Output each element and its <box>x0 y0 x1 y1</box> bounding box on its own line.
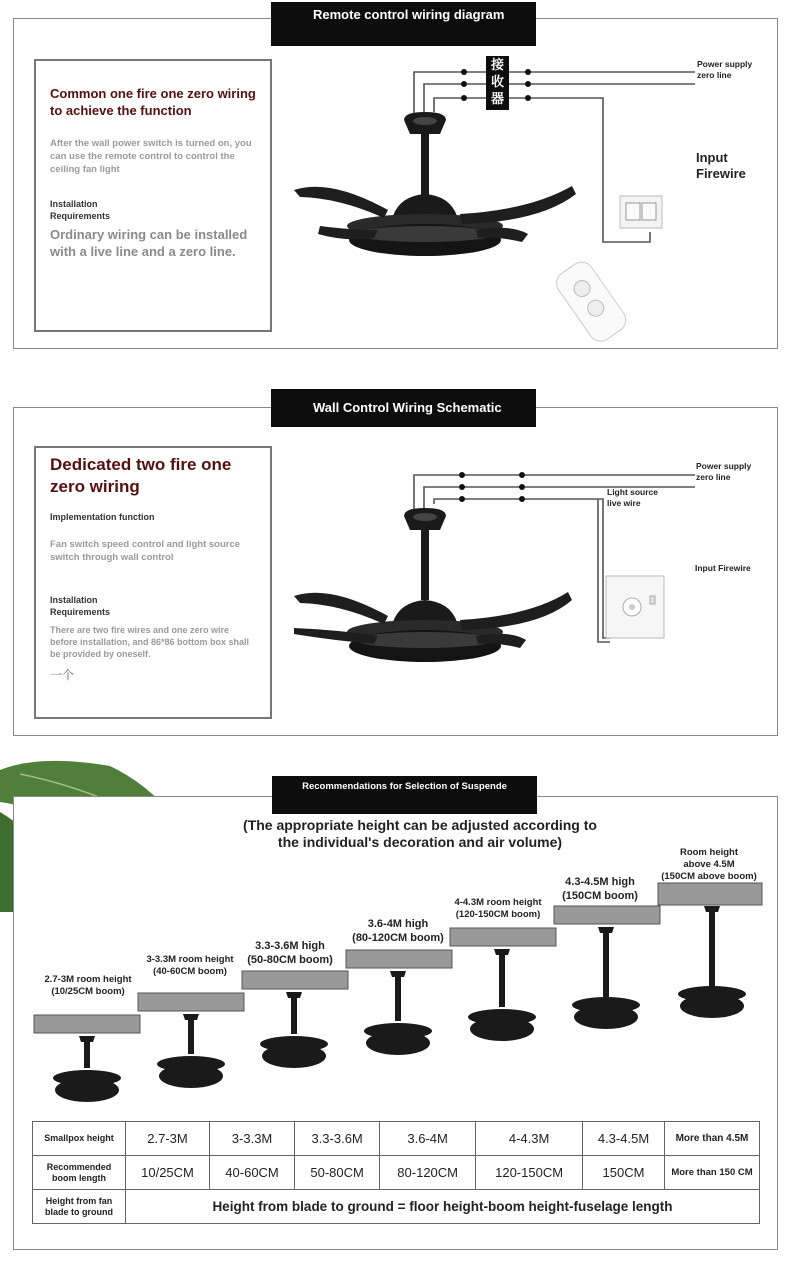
table-row <box>33 1122 760 1156</box>
height-formula: Height from blade to ground = floor height-boom height-fuselage length <box>126 1190 760 1224</box>
wall-impl-label: Implementation function <box>50 512 155 522</box>
wall-control-title: Wall Control Wiring Schematic <box>313 400 502 415</box>
remote-install-text: Ordinary wiring can be installed with a live line and a zero line. <box>50 227 248 259</box>
row-header-boom-length: Recommended boom length <box>33 1156 126 1190</box>
step-2-height: 3-3.3M room height <box>146 954 234 965</box>
table-cell: 2.7-3M <box>126 1122 210 1156</box>
remote-power-supply-label: Power supply zero line <box>697 59 753 80</box>
table-cell: 120-150CM <box>476 1156 583 1190</box>
table-cell: 80-120CM <box>380 1156 476 1190</box>
step-label-5 <box>444 897 552 921</box>
step-label-7 <box>652 847 766 883</box>
step-4-boom: (80-120CM boom) <box>352 932 444 944</box>
step-6-height: 4.3-4.5M high <box>565 876 635 888</box>
step-5-boom: (120-150CM boom) <box>455 909 541 920</box>
table-cell: More than 4.5M <box>665 1122 760 1156</box>
height-selection-title: Recommendations for Selection of Suspende <box>302 781 507 792</box>
remote-card-heading: Common one fire one zero wiring to achieve the function <box>50 86 256 118</box>
wall-impl-text: Fan switch speed control and light source switch through wall control <box>50 539 241 563</box>
step-label-1 <box>38 974 138 998</box>
table-row <box>33 1156 760 1190</box>
step-label-6 <box>550 875 650 903</box>
receiver-char-3: 器 <box>490 92 504 107</box>
wall-card-heading: Dedicated two fire one zero wiring <box>50 455 232 496</box>
table-cell: 50-80CM <box>295 1156 380 1190</box>
table-cell: More than 150 CM <box>665 1156 760 1190</box>
step-6-boom: (150CM boom) <box>562 890 638 902</box>
wall-input-firewire-label: Input Firewire <box>695 563 751 573</box>
step-7-height: Room height above 4.5M <box>679 847 739 870</box>
wall-footnote: 一个 <box>50 668 75 682</box>
wall-install-label: Installation Requirements <box>50 595 111 617</box>
table-cell: 4-4.3M <box>476 1122 583 1156</box>
table-cell: 3.6-4M <box>380 1122 476 1156</box>
subtitle-line-1: (The appropriate height can be adjusted according to <box>243 817 597 833</box>
remote-install-label: Installation Requirements <box>50 199 111 221</box>
remote-wiring-title: Remote control wiring diagram <box>313 7 505 22</box>
step-7-boom: (150CM above boom) <box>661 871 757 882</box>
step-3-height: 3.3-3.6M high <box>255 940 325 952</box>
table-cell: 3-3.3M <box>210 1122 295 1156</box>
step-5-height: 4-4.3M room height <box>454 897 542 908</box>
receiver-char-2: 收 <box>490 75 504 90</box>
wall-install-text: There are two fire wires and one zero wire before installation, and 86*86 bottom box shall be provided by oneself. <box>50 625 250 659</box>
table-cell: 150CM <box>583 1156 665 1190</box>
wall-light-source-label: Light source live wire <box>607 487 659 508</box>
row-header-blade-to-ground: Height from fan blade to ground <box>33 1190 126 1224</box>
step-2-boom: (40-60CM boom) <box>153 966 227 977</box>
table-cell: 40-60CM <box>210 1156 295 1190</box>
wall-power-supply-label: Power supply zero line <box>696 461 752 482</box>
step-label-4 <box>346 917 450 945</box>
step-label-3 <box>240 939 340 967</box>
step-3-boom: (50-80CM boom) <box>247 954 333 966</box>
row-header-ceiling-height: Smallpox height <box>33 1122 126 1156</box>
remote-card-description: After the wall power switch is turned on, you can use the remote control to control the ceiling fan light <box>50 138 252 175</box>
step-1-height: 2.7-3M room height <box>44 974 132 985</box>
height-spec-table <box>32 1121 760 1224</box>
step-4-height: 3.6-4M high <box>367 918 429 930</box>
table-cell: 4.3-4.5M <box>583 1122 665 1156</box>
subtitle-line-2: the individual's decoration and air volume) <box>277 834 563 850</box>
table-row <box>33 1190 760 1224</box>
table-cell: 3.3-3.6M <box>295 1122 380 1156</box>
step-1-boom: (10/25CM boom) <box>51 986 125 997</box>
table-cell: 10/25CM <box>126 1156 210 1190</box>
step-label-2 <box>140 954 240 978</box>
receiver-char-1: 接 <box>490 58 504 73</box>
remote-input-firewire-label: Input Firewire <box>696 150 746 181</box>
